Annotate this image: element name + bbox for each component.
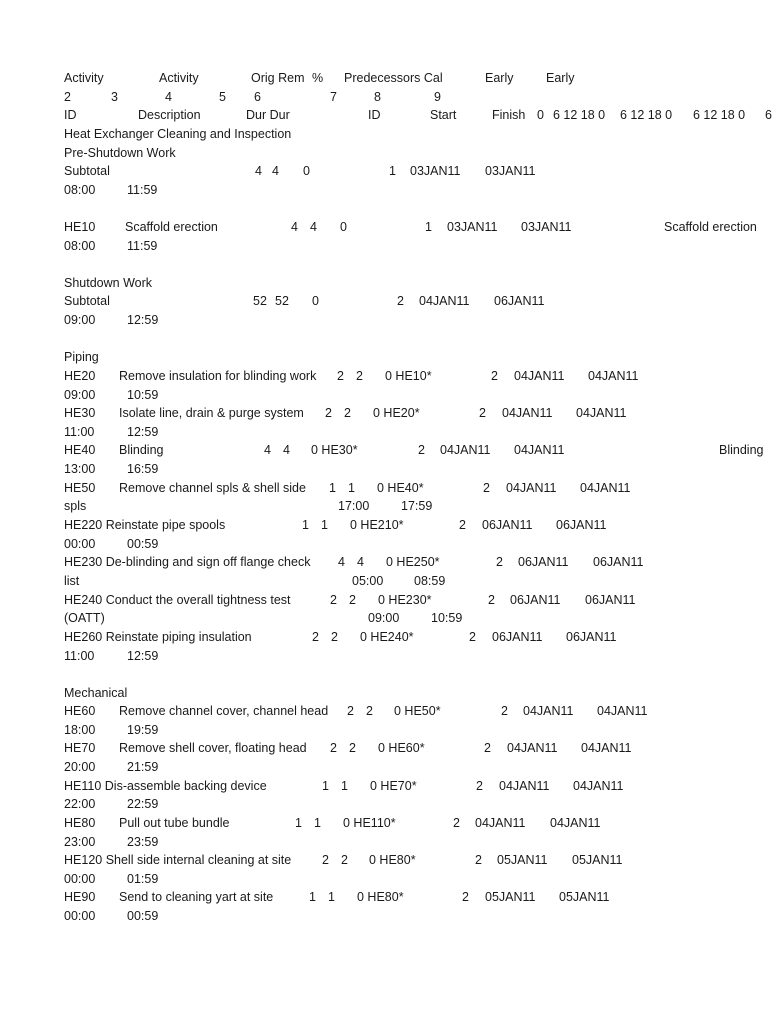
row-cell: 06JAN11	[585, 593, 636, 607]
row-cell: 06JAN11	[494, 294, 545, 308]
row-cell: 06JAN11	[482, 518, 533, 532]
header-cell: 5	[219, 90, 226, 104]
row-cell: 2	[484, 741, 491, 755]
gantt-bar-label: Blinding	[719, 443, 764, 457]
row-cell: 0 HE70*	[370, 779, 417, 793]
row-cell: 2	[330, 593, 337, 607]
row-cell: Pull out tube bundle	[119, 816, 230, 830]
header-cell: 6 12 18 0	[553, 108, 606, 122]
row-cell: 1	[425, 220, 432, 234]
row-cell: HE50	[64, 481, 96, 495]
row-cell: 0	[303, 164, 310, 178]
row-cell: 04JAN11	[514, 443, 565, 457]
row-cell: 04JAN11	[502, 406, 553, 420]
row-cell: 05JAN11	[572, 853, 623, 867]
row-cell: 2	[397, 294, 404, 308]
row-cell: 0	[340, 220, 347, 234]
row-cell: 06JAN11	[556, 518, 607, 532]
row-cell: HE30	[64, 406, 96, 420]
row-cell: 1	[389, 164, 396, 178]
row-cell: 0 HE80*	[369, 853, 416, 867]
row-cell: Send to cleaning yart at site	[119, 890, 274, 904]
header-cell: Early	[546, 71, 575, 85]
row-cell: 4	[310, 220, 317, 234]
row-cell: Scaffold erection	[125, 220, 218, 234]
row-cell: 22:00	[64, 797, 96, 811]
row-cell: 05JAN11	[559, 890, 610, 904]
row-cell: 04JAN11	[576, 406, 627, 420]
row-cell: 2	[366, 704, 373, 718]
row-cell: 06JAN11	[510, 593, 561, 607]
row-cell: 04JAN11	[499, 779, 550, 793]
row-cell: 2	[469, 630, 476, 644]
header-cell: Activity	[64, 71, 104, 85]
row-cell: 05JAN11	[485, 890, 536, 904]
row-cell: 12:59	[127, 425, 159, 439]
header-cell: 6	[254, 90, 261, 104]
row-cell: 2	[349, 593, 356, 607]
row-cell: 4	[291, 220, 298, 234]
row-cell: 03JAN11	[485, 164, 536, 178]
row-cell: 10:59	[431, 611, 463, 625]
row-cell: 09:00	[64, 313, 96, 327]
header-cell: ID	[64, 108, 77, 122]
row-cell: 04JAN11	[581, 741, 632, 755]
row-cell: 2	[349, 741, 356, 755]
row-cell: 01:59	[127, 872, 159, 886]
row-cell: 2	[322, 853, 329, 867]
row-cell: HE40	[64, 443, 96, 457]
row-cell: 04JAN11	[440, 443, 491, 457]
row-cell: 4	[283, 443, 290, 457]
row-cell: 1	[329, 481, 336, 495]
row-cell: 04JAN11	[523, 704, 574, 718]
row-cell: Remove insulation for blinding work	[119, 369, 317, 383]
row-cell: 04JAN11	[588, 369, 639, 383]
row-cell: 03JAN11	[447, 220, 498, 234]
header-cell: 9	[434, 90, 441, 104]
row-cell: 10:59	[127, 388, 159, 402]
row-cell: 04JAN11	[514, 369, 565, 383]
row-cell: 00:59	[127, 909, 159, 923]
header-cell: 3	[111, 90, 118, 104]
row-cell: 11:00	[64, 649, 95, 663]
row-cell: 00:00	[64, 872, 96, 886]
row-cell: 0 HE40*	[377, 481, 424, 495]
row-cell: 20:00	[64, 760, 96, 774]
row-cell: 1	[348, 481, 355, 495]
row-cell: 52	[275, 294, 289, 308]
row-cell: 06JAN11	[518, 555, 569, 569]
row-cell: 1	[302, 518, 309, 532]
header-cell: 0	[537, 108, 544, 122]
row-cell: 12:59	[127, 313, 159, 327]
header-cell: %	[312, 71, 324, 85]
header-cell: Predecessors Cal	[344, 71, 443, 85]
row-cell: 0 HE230*	[378, 593, 432, 607]
row-cell: 2	[344, 406, 351, 420]
row-cell: 2	[479, 406, 486, 420]
row-cell: Subtotal	[64, 294, 110, 308]
row-cell: HE70	[64, 741, 96, 755]
row-cell: 11:59	[127, 239, 158, 253]
row-cell: 2	[475, 853, 482, 867]
row-cell: 2	[337, 369, 344, 383]
row-cell: 12:59	[127, 649, 159, 663]
row-cell: 0 HE80*	[357, 890, 404, 904]
row-cell: Remove channel cover, channel head	[119, 704, 329, 718]
row-cell: 4	[272, 164, 279, 178]
row-cell: 09:00	[64, 388, 96, 402]
row-cell: 09:00	[368, 611, 400, 625]
row-cell: HE10	[64, 220, 96, 234]
row-cell: 4	[338, 555, 345, 569]
header-cell: Orig Rem	[251, 71, 305, 85]
header-cell: Start	[430, 108, 457, 122]
row-cell: HE110 Dis-assemble backing device	[64, 779, 267, 793]
row-cell: 2	[418, 443, 425, 457]
header-cell: Activity	[159, 71, 199, 85]
row-cell: HE220 Reinstate pipe spools	[64, 518, 226, 532]
row-cell: 2	[483, 481, 490, 495]
row-cell: 0 HE60*	[378, 741, 425, 755]
row-cell: 2	[356, 369, 363, 383]
section-heading-text: Piping	[64, 350, 99, 364]
row-cell: (OATT)	[64, 611, 105, 625]
row-cell: 0 HE210*	[350, 518, 404, 532]
row-cell: 2	[347, 704, 354, 718]
row-cell: 0 HE50*	[394, 704, 441, 718]
header-cell: 2	[64, 90, 71, 104]
project-title-text: Heat Exchanger Cleaning and Inspection	[64, 127, 292, 141]
row-cell: 52	[253, 294, 267, 308]
row-cell: 4	[255, 164, 262, 178]
section-heading-text: Mechanical	[64, 686, 128, 700]
row-cell: 23:00	[64, 835, 96, 849]
row-cell: 13:00	[64, 462, 96, 476]
row-cell: 2	[312, 630, 319, 644]
row-cell: 0 HE240*	[360, 630, 414, 644]
row-cell: Blinding	[119, 443, 164, 457]
row-cell: 4	[264, 443, 271, 457]
row-cell: 05:00	[352, 574, 384, 588]
header-cell: Description	[138, 108, 201, 122]
row-cell: 04JAN11	[573, 779, 624, 793]
row-cell: 2	[453, 816, 460, 830]
section-heading-text: Shutdown Work	[64, 276, 153, 290]
row-cell: 23:59	[127, 835, 159, 849]
row-cell: 17:00	[338, 499, 370, 513]
header-cell: 8	[374, 90, 381, 104]
row-cell: 2	[331, 630, 338, 644]
row-cell: 05JAN11	[497, 853, 548, 867]
row-cell: 0	[312, 294, 319, 308]
row-cell: 00:00	[64, 537, 96, 551]
header-cell: Finish	[492, 108, 526, 122]
row-cell: 18:00	[64, 723, 96, 737]
row-cell: HE120 Shell side internal cleaning at site	[64, 853, 292, 867]
row-cell: 03JAN11	[521, 220, 572, 234]
row-cell: Isolate line, drain & purge system	[119, 406, 304, 420]
row-cell: 2	[488, 593, 495, 607]
row-cell: 2	[325, 406, 332, 420]
row-cell: 03JAN11	[410, 164, 461, 178]
header-cell: Dur Dur	[246, 108, 290, 122]
row-cell: HE60	[64, 704, 96, 718]
row-cell: 08:59	[414, 574, 446, 588]
row-cell: 4	[357, 555, 364, 569]
row-cell: 06JAN11	[593, 555, 644, 569]
row-cell: 08:00	[64, 239, 96, 253]
row-cell: 2	[501, 704, 508, 718]
row-cell: 04JAN11	[550, 816, 601, 830]
row-cell: 00:00	[64, 909, 96, 923]
header-cell: 6 12 18 0	[620, 108, 673, 122]
row-cell: 22:59	[127, 797, 159, 811]
row-cell: 1	[295, 816, 302, 830]
row-cell: HE240 Conduct the overall tightness test	[64, 593, 291, 607]
row-cell: 2	[341, 853, 348, 867]
row-cell: 04JAN11	[506, 481, 557, 495]
row-cell: 11:00	[64, 425, 95, 439]
row-cell: 11:59	[127, 183, 158, 197]
row-cell: 19:59	[127, 723, 159, 737]
row-cell: 1	[321, 518, 328, 532]
header-cell: ID	[368, 108, 381, 122]
header-cell: Early	[485, 71, 514, 85]
row-cell: 21:59	[127, 760, 159, 774]
row-cell: 1	[322, 779, 329, 793]
row-cell: 2	[491, 369, 498, 383]
row-cell: 1	[314, 816, 321, 830]
gantt-bar-label: Scaffold erection	[664, 220, 757, 234]
row-cell: 2	[459, 518, 466, 532]
row-cell: 08:00	[64, 183, 96, 197]
row-cell: 2	[462, 890, 469, 904]
row-cell: 00:59	[127, 537, 159, 551]
row-cell: 1	[328, 890, 335, 904]
row-cell: 0 HE30*	[311, 443, 358, 457]
header-cell: 6	[765, 108, 772, 122]
row-cell: Remove channel spls & shell side	[119, 481, 306, 495]
row-cell: 04JAN11	[475, 816, 526, 830]
row-cell: 1	[309, 890, 316, 904]
section-heading-text: Pre-Shutdown Work	[64, 146, 176, 160]
row-cell: 06JAN11	[492, 630, 543, 644]
row-cell: 2	[330, 741, 337, 755]
row-cell: HE20	[64, 369, 96, 383]
row-cell: 04JAN11	[419, 294, 470, 308]
row-cell: 1	[341, 779, 348, 793]
header-cell: 4	[165, 90, 172, 104]
row-cell: 16:59	[127, 462, 159, 476]
row-cell: HE260 Reinstate piping insulation	[64, 630, 252, 644]
row-cell: 0 HE20*	[373, 406, 420, 420]
row-cell: 2	[476, 779, 483, 793]
row-cell: 0 HE110*	[343, 816, 396, 830]
row-cell: list	[64, 574, 80, 588]
row-cell: 0 HE250*	[386, 555, 440, 569]
row-cell: Subtotal	[64, 164, 110, 178]
header-cell: 7	[330, 90, 337, 104]
row-cell: 2	[496, 555, 503, 569]
row-cell: HE90	[64, 890, 96, 904]
row-cell: 06JAN11	[566, 630, 617, 644]
row-cell: 0 HE10*	[385, 369, 432, 383]
row-cell: Remove shell cover, floating head	[119, 741, 307, 755]
row-cell: 04JAN11	[580, 481, 631, 495]
row-cell: spls	[64, 499, 87, 513]
row-cell: HE80	[64, 816, 96, 830]
row-cell: 17:59	[401, 499, 433, 513]
header-cell: 6 12 18 0	[693, 108, 746, 122]
row-cell: 04JAN11	[507, 741, 558, 755]
row-cell: HE230 De-blinding and sign off flange check	[64, 555, 311, 569]
row-cell: 04JAN11	[597, 704, 648, 718]
